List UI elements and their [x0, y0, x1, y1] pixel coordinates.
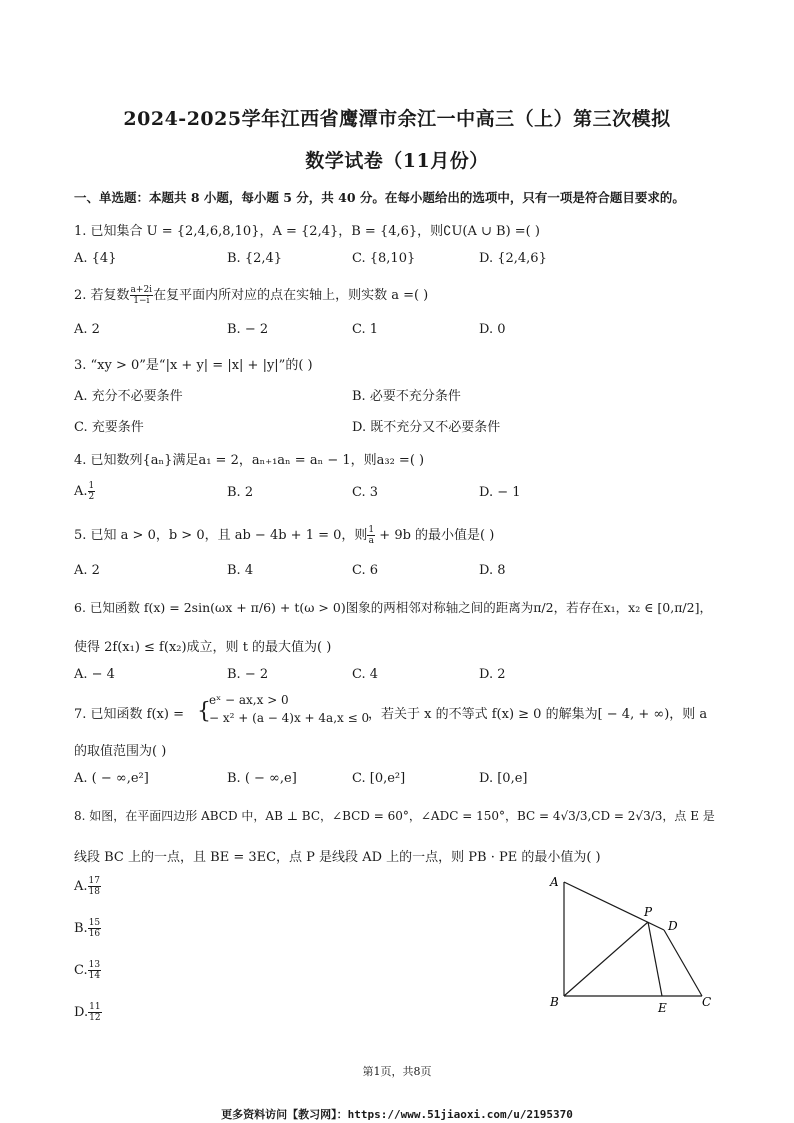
question-2-fraction-numerator: a+2i	[130, 285, 153, 295]
question-8-stem-line2: 线段 BC 上的一点，且 BE = 3EC，点 P 是线段 AD 上的一点，则 PB · PE 的最小值为( )	[74, 850, 601, 865]
question-2-option-a: A. 2	[74, 322, 100, 337]
question-5-stem	[74, 524, 494, 546]
question-3-option-c: C. 充要条件	[74, 420, 144, 435]
question-6-stem-line1: 6. 已知函数 f(x) = 2sin(ωx + π/6) + t(ω > 0)图象的两相邻对称轴之间的距离为π/2，若存在x₁，x₂ ∈ [0,π/2]，	[74, 600, 712, 615]
question-8-stem-line1: 8. 如图，在平面四边形 ABCD 中，AB ⊥ BC，∠BCD = 60°，∠ADC = 150°，BC = 4√3/3,CD = 2√3/3，点 E 是	[74, 809, 715, 823]
question-7-option-b: B. ( − ∞,e]	[227, 771, 297, 786]
question-2-option-b: B. − 2	[227, 322, 269, 337]
question-4-stem: 4. 已知数列{aₙ}满足a₁ = 2，aₙ₊₁aₙ = aₙ − 1，则a₃₂ =( )	[74, 453, 425, 468]
figure-label-b: B	[550, 995, 559, 1009]
question-4-option-a	[74, 481, 95, 502]
option-fraction	[88, 1002, 101, 1023]
question-6-option-a: A. − 4	[74, 667, 115, 682]
question-7-case-1: eˣ − ax,x > 0	[209, 693, 289, 707]
fraction-denominator: 16	[88, 929, 101, 939]
option-label: A.	[74, 879, 88, 894]
question-7-stem-pre: 7. 已知函数 f(x) =	[74, 707, 184, 722]
fraction-denominator: 18	[88, 887, 100, 897]
figure-label-p: P	[644, 905, 653, 919]
question-1-option-c: C. {8,10}	[352, 251, 416, 266]
option-fraction	[88, 918, 101, 939]
exam-title-line1: 2024-2025学年江西省鹰潭市余江一中高三（上）第三次模拟	[123, 108, 671, 130]
question-4-option-b: B. 2	[227, 485, 254, 500]
question-5-fraction	[367, 525, 375, 546]
option-label: C.	[74, 963, 88, 978]
question-5-option-d: D. 8	[479, 563, 506, 578]
fraction-denominator: a	[368, 536, 374, 546]
fraction-denominator: 12	[89, 1013, 101, 1023]
figure-label-a: A	[550, 875, 559, 889]
question-7-option-d: D. [0,e]	[479, 771, 528, 786]
fraction-numerator: 1	[88, 481, 95, 491]
page-number: 第1页，共8页	[362, 1065, 432, 1078]
question-7-option-a: A. ( − ∞,e²]	[74, 771, 149, 786]
question-2-option-c: C. 1	[352, 322, 379, 337]
question-1-option-b: B. {2,4}	[227, 251, 283, 266]
option-label: B.	[74, 921, 88, 936]
question-2-stem-pre: 2. 若复数	[74, 288, 130, 303]
question-1-option-d: D. {2,4,6}	[479, 251, 547, 266]
question-6-option-d: D. 2	[479, 667, 506, 682]
question-5-option-b: B. 4	[227, 563, 254, 578]
question-3-option-d: D. 既不充分又不必要条件	[352, 420, 501, 435]
question-5-stem-post: + 9b 的最小值是( )	[375, 528, 495, 543]
question-2-fraction-denominator: 1−i	[133, 296, 150, 306]
figure-label-c: C	[702, 995, 712, 1009]
option-fraction	[88, 960, 101, 981]
question-2-stem	[74, 284, 428, 306]
fraction-denominator: 2	[88, 492, 95, 502]
question-4-option-a-label: A.	[74, 484, 88, 499]
question-7-stem-post: ，若关于 x 的不等式 f(x) ≥ 0 的解集为[ − 4, + ∞)，则 a	[368, 707, 708, 722]
figure-label-d: D	[668, 919, 678, 933]
question-5-stem-pre: 5. 已知 a > 0，b > 0，且 ab − 4b + 1 = 0，则	[74, 528, 368, 543]
segment-pb	[564, 922, 648, 996]
quadrilateral-figure	[540, 870, 720, 1020]
question-7-option-c: C. [0,e²]	[352, 771, 406, 786]
question-7-case-2: − x² + (a − 4)x + 4a,x ≤ 0	[209, 711, 370, 725]
fraction-numerator: 13	[88, 960, 101, 970]
fraction-numerator: 11	[89, 1002, 101, 1012]
question-2-fraction	[130, 285, 154, 306]
question-2-option-d: D. 0	[479, 322, 506, 337]
question-6-option-c: C. 4	[352, 667, 379, 682]
fraction-numerator: 15	[88, 918, 101, 928]
option-fraction	[88, 876, 101, 897]
question-8-option-c	[74, 960, 101, 981]
question-6-option-b: B. − 2	[227, 667, 269, 682]
question-2-stem-post: 在复平面内所对应的点在实轴上，则实数 a =( )	[153, 288, 429, 303]
fraction-numerator: 1	[368, 525, 375, 535]
option-label: D.	[74, 1005, 89, 1020]
fraction-numerator: 17	[88, 876, 100, 886]
piecewise-brace: {	[197, 699, 211, 724]
question-7-stem-line2: 的取值范围为( )	[74, 744, 167, 759]
question-8-option-b	[74, 918, 101, 939]
question-8-option-a	[74, 876, 101, 897]
figure-label-e: E	[658, 1001, 667, 1015]
exam-title-line2: 数学试卷（11月份）	[305, 150, 489, 172]
segment-pe	[648, 922, 662, 996]
segment-dc	[664, 930, 702, 996]
question-6-stem-line2: 使得 2f(x₁) ≤ f(x₂)成立，则 t 的最大值为( )	[74, 640, 332, 655]
question-1-stem: 1. 已知集合 U = {2,4,6,8,10}，A = {2,4}，B = {4,6}，则∁U(A ∪ B) =( )	[74, 224, 540, 239]
question-8-option-d	[74, 1002, 102, 1023]
question-1-option-a: A. {4}	[74, 251, 117, 266]
question-4-option-d: D. − 1	[479, 485, 521, 500]
question-4-option-a-fraction	[88, 481, 96, 502]
fraction-denominator: 14	[88, 971, 101, 981]
question-3-option-b: B. 必要不充分条件	[352, 389, 461, 404]
footer-ad-link[interactable]: 更多资料访问【教习网】：https://www.51jiaoxi.com/u/2195370	[221, 1108, 573, 1121]
question-4-option-c: C. 3	[352, 485, 379, 500]
question-5-option-a: A. 2	[74, 563, 100, 578]
question-3-stem: 3. “xy > 0”是“|x + y| = |x| + |y|”的( )	[74, 358, 313, 373]
question-5-option-c: C. 6	[352, 563, 379, 578]
section-heading: 一、单选题：本题共 8 小题，每小题 5 分，共 40 分。在每小题给出的选项中，只有一项是符合题目要求的。	[74, 190, 685, 205]
question-3-option-a: A. 充分不必要条件	[74, 389, 183, 404]
